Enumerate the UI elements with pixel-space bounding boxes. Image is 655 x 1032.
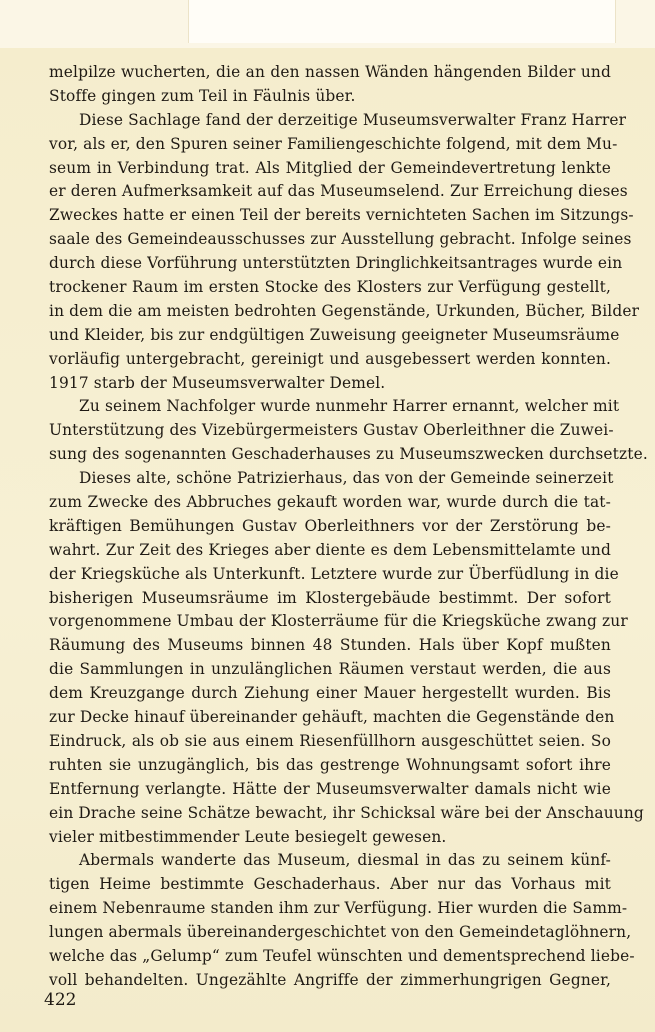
text-line: der Kriegsküche als Unterkunft. Letztere wurde zur Überfüdlung in die [49,564,619,583]
text-line: voll behandelten. Ungezählte Angriffe der zimmerhungrigen Gegner, [49,970,611,989]
text-line: und Kleider, bis zur endgültigen Zuweisung geeigneter Museumsräume [49,325,620,344]
text-line: vor, als er, den Spuren seiner Familiengeschichte folgend, mit dem Mu- [49,134,618,153]
page-top-margin [0,0,655,48]
text-line: trockener Raum im ersten Stocke des Klosters zur Verfügung gestellt, [49,278,611,297]
text-line: vorläufig untergebracht, gereinigt und ausgebessert werden konnten. [49,349,611,368]
text-line: Zweckes hatte er einen Teil der bereits vernichteten Sachen im Sitzungs- [49,206,634,225]
text-line: dem Kreuzgange durch Ziehung einer Mauer hergestellt wurden. Bis [49,684,611,703]
text-line: bisherigen Museumsräume im Klostergebäude bestimmt. Der sofort [49,588,611,607]
text-line: saale des Gemeindeausschusses zur Ausstellung gebracht. Infolge seines [49,230,632,249]
text-line: Unterstützung des Vizebürgermeisters Gustav Oberleithner die Zuwei- [49,421,614,440]
text-line: Zu seinem Nachfolger wurde nunmehr Harrer ernannt, welcher mit [79,397,620,416]
text-line: er deren Aufmerksamkeit auf das Museumselend. Zur Erreichung dieses [49,182,628,201]
text-line: in dem die am meisten bedrohten Gegenstände, Urkunden, Bücher, Bilder [49,301,640,320]
text-line: melpilze wucherten, die an den nassen Wänden hängenden Bilder und [49,63,611,81]
text-line: welche das „Gelump“ zum Teufel wünschten und dementsprechend liebe- [49,946,635,965]
text-line: zur Decke hinauf übereinander gehäuft, machten die Gegenstände den [49,708,615,727]
text-line: Räumung des Museums binnen 48 Stunden. Hals über Kopf mußten [49,636,611,655]
text-line: die Sammlungen in unzulänglichen Räumen verstaut werden, die aus [49,660,611,679]
page-number: 422 [44,990,77,1010]
text-line: Dieses alte, schöne Patrizierhaus, das von der Gemeinde seinerzeit [79,469,614,488]
text-line: 1917 starb der Museumsverwalter Demel. [49,373,386,392]
text-line: lungen abermals übereinandergeschichtet von den Gemeindetaglöhnern, [49,923,632,942]
text-line: zum Zwecke des Abbruches gekauft worden war, wurde durch die tat- [49,493,611,512]
text-line: ruhten sie unzugänglich, bis das gestrenge Wohnungsamt sofort ihre [49,755,611,774]
text-line: durch diese Vorführung unterstützten Dringlichkeitsantrages wurde ein [49,254,623,273]
text-line: ein Drache seine Schätze bewacht, ihr Schicksal wäre bei der Anschauung [49,803,644,822]
text-line: kräftigen Bemühungen Gustav Oberleithners vor der Zerstörung be- [49,516,611,535]
text-line: sung des sogenannten Geschaderhauses zu Museumszwecken durchsetzte. [49,445,648,464]
text-line: vorgenommene Umbau der Klosterräume für die Kriegsküche zwang zur [49,612,628,631]
text-line: seum in Verbindung trat. Als Mitglied der Gemeindevertretung lenkte [49,158,611,177]
text-line: tigen Heime bestimmte Geschaderhaus. Aber nur das Vorhaus mit [49,875,611,894]
body-text [49,61,648,993]
text-line: Stoffe gingen zum Teil in Fäulnis über. [49,86,356,105]
text-line: einem Nebenraume standen ihm zur Verfügung. Hier wurden die Samm- [49,899,628,918]
text-line: vieler mitbestimmender Leute besiegelt gewesen. [49,827,447,846]
text-line: wahrt. Zur Zeit des Krieges aber diente es dem Lebensmittelamte und [49,540,611,559]
text-line: Eindruck, als ob sie aus einem Riesenfüllhorn ausgeschüttet seien. So [49,731,611,750]
text-line: Entfernung verlangte. Hätte der Museumsverwalter damals nicht wie [49,779,611,798]
text-line: Diese Sachlage fand der derzeitige Museumsverwalter Franz Harrer [79,110,627,129]
page-tab [188,0,616,43]
text-line: Abermals wanderte das Museum, diesmal in das zu seinem künf- [79,851,611,870]
